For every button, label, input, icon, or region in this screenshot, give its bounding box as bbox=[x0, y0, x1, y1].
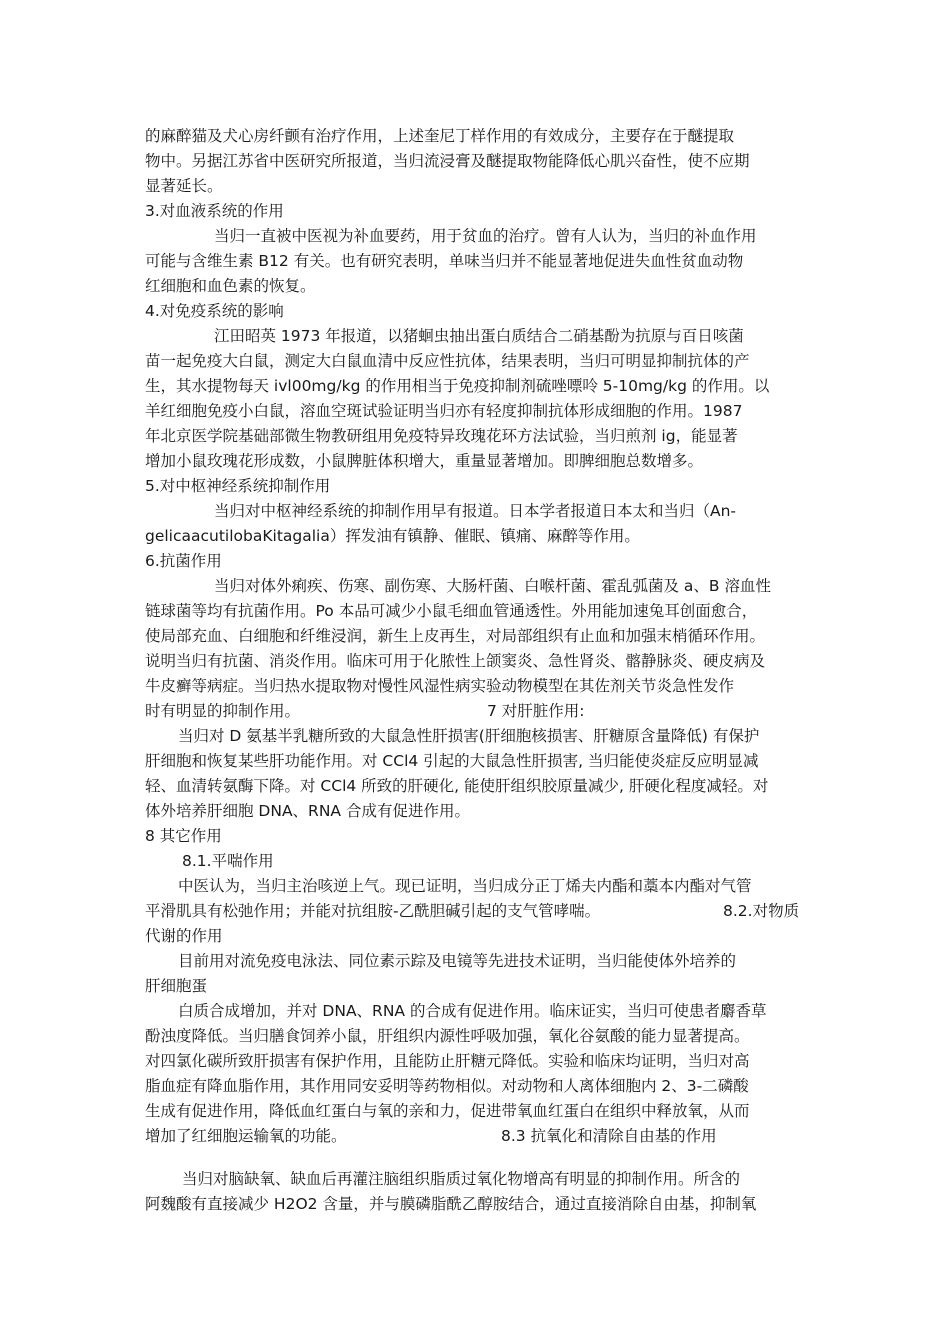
section-heading: 4.对免疫系统的影响 bbox=[145, 302, 284, 320]
text-line: 脂血症有降血脂作用，其作用同安妥明等药物相似。对动物和人离体细胞内 2、3-二磷酸 bbox=[145, 1077, 749, 1095]
text-line: 对四氯化碳所致肝损害有保护作用，且能防止肝糖元降低。实验和临床均证明，当归对高 bbox=[145, 1052, 750, 1070]
text-line: 链球菌等均有抗菌作用。Po 本品可减少小鼠毛细血管通透性。外用能加速兔耳创面愈合， bbox=[145, 602, 758, 620]
section-heading: 3.对血液系统的作用 bbox=[145, 202, 284, 220]
text-line: 说明当归有抗菌、消炎作用。临床可用于化脓性上颌窦炎、急性肾炎、髂静脉炎、硬皮病及 bbox=[145, 652, 766, 670]
section-heading: 5.对中枢神经系统抑制作用 bbox=[145, 477, 331, 495]
section-heading: 7 对肝脏作用: bbox=[487, 702, 585, 720]
text-line: 肝细胞蛋 bbox=[145, 977, 208, 995]
text-line: 红细胞和血色素的恢复。 bbox=[145, 277, 316, 295]
text-line: gelicaacutilobaKitagalia）挥发油有镇静、催眠、镇痛、麻醉等作用。 bbox=[145, 527, 640, 545]
text-line: 增加小鼠玫瑰花形成数，小鼠脾脏体积增大，重量显著增加。即脾细胞总数增多。 bbox=[145, 452, 704, 470]
text-line: 白质合成增加，并对 DNA、RNA 的合成有促进作用。临床证实，当归可使患者麝香草 bbox=[178, 1002, 767, 1020]
text-line: 使局部充血、白细胞和纤维浸润，新生上皮再生，对局部组织有止血和加强末梢循环作用。 bbox=[145, 627, 766, 645]
text-line: 苗一起免疫大白鼠，测定大白鼠血清中反应性抗体，结果表明，当归可明显抑制抗体的产 bbox=[145, 352, 750, 370]
text-line: 可能与含维生素 B12 有关。也有研究表明，单味当归并不能显著地促进失血性贫血动物 bbox=[145, 252, 744, 270]
text-line: 代谢的作用 bbox=[145, 927, 223, 945]
text-line: 中医认为，当归主治咳逆上气。现已证明，当归成分正丁烯夫内酯和藁本内酯对气管 bbox=[178, 877, 752, 895]
text-line: 增加了红细胞运输氧的功能。 bbox=[145, 1127, 347, 1145]
section-heading: 6.抗菌作用 bbox=[145, 552, 222, 570]
text-line: 轻、血清转氨酶下降。对 CCl4 所致的肝硬化, 能使肝组织胶原量减少, 肝硬化程度减轻。对 bbox=[145, 777, 769, 795]
text-line: 当归一直被中医视为补血要药，用于贫血的治疗。曾有人认为，当归的补血作用 bbox=[214, 227, 757, 245]
section-heading: 8 其它作用 bbox=[145, 827, 222, 845]
text-line: 时有明显的抑制作用。 bbox=[145, 702, 301, 720]
text-line: 体外培养肝细胞 DNA、RNA 合成有促进作用。 bbox=[145, 802, 470, 820]
text-line: 显著延长。 bbox=[145, 177, 223, 195]
text-line: 牛皮癣等病症。当归热水提取物对慢性风湿性病实验动物模型在其佐剂关节炎急性发作 bbox=[145, 677, 735, 695]
text-line: 平滑肌具有松弛作用；并能对抗组胺-乙酰胆碱引起的支气管哮喘。 bbox=[145, 902, 601, 920]
text-line: 当归对中枢神经系统的抑制作用早有报道。日本学者报道日本太和当归（An- bbox=[214, 502, 737, 520]
text-line: 当归对脑缺氧、缺血后再灌注脑组织脂质过氧化物增高有明显的抑制作用。所含的 bbox=[182, 1170, 741, 1188]
subsection-heading: 8.1.平喘作用 bbox=[182, 852, 274, 870]
text-line: 生，其水提物每天 ivl00mg/kg 的作用相当于免疫抑制剂硫唑嘌呤 5-10mg/kg 的作用。以 bbox=[145, 377, 770, 395]
text-line: 当归对 D 氨基半乳糖所致的大鼠急性肝损害(肝细胞核损害、肝糖原含量降低) 有保护 bbox=[178, 727, 760, 745]
text-line: 物中。另据江苏省中医研究所报道，当归流浸膏及醚提取物能降低心肌兴奋性，使不应期 bbox=[145, 152, 750, 170]
subsection-heading: 8.3 抗氧化和清除自由基的作用 bbox=[501, 1127, 717, 1145]
text-line: 当归对体外痢疾、伤寒、副伤寒、大肠杆菌、白喉杆菌、霍乱弧菌及 a、B 溶血性 bbox=[214, 577, 771, 595]
text-line: 肝细胞和恢复某些肝功能作用。对 CCl4 引起的大鼠急性肝损害, 当归能使炎症反应明显减 bbox=[145, 752, 759, 770]
text-line: 年北京医学院基础部微生物教研组用免疫特异玫瑰花环方法试验，当归煎剂 ig，能显著 bbox=[145, 427, 738, 445]
text-line: 目前用对流免疫电泳法、同位素示踪及电镜等先进技术证明，当归能使体外培养的 bbox=[178, 952, 737, 970]
text-line: 羊红细胞免疫小白鼠，溶血空斑试验证明当归亦有轻度抑制抗体形成细胞的作用。1987 bbox=[145, 402, 743, 420]
text-line: 江田昭英 1973 年报道，以猪蛔虫抽出蛋白质结合二硝基酚为抗原与百日咳菌 bbox=[214, 327, 744, 345]
text-line: 阿魏酸有直接减少 H2O2 含量，并与膜磷脂酰乙醇胺结合，通过直接消除自由基，抑制氧 bbox=[145, 1195, 757, 1213]
subsection-heading: 8.2.对物质 bbox=[723, 902, 800, 920]
text-line: 的麻醉猫及犬心房纤颤有治疗作用，上述奎尼丁样作用的有效成分，主要存在于醚提取 bbox=[145, 127, 735, 145]
text-line: 生成有促进作用，降低血红蛋白与氧的亲和力，促进带氧血红蛋白在组织中释放氧，从而 bbox=[145, 1102, 750, 1120]
text-line: 酚浊度降低。当归膳食饲养小鼠，肝组织内源性呼吸加强，氧化谷氨酸的能力显著提高。 bbox=[145, 1027, 750, 1045]
